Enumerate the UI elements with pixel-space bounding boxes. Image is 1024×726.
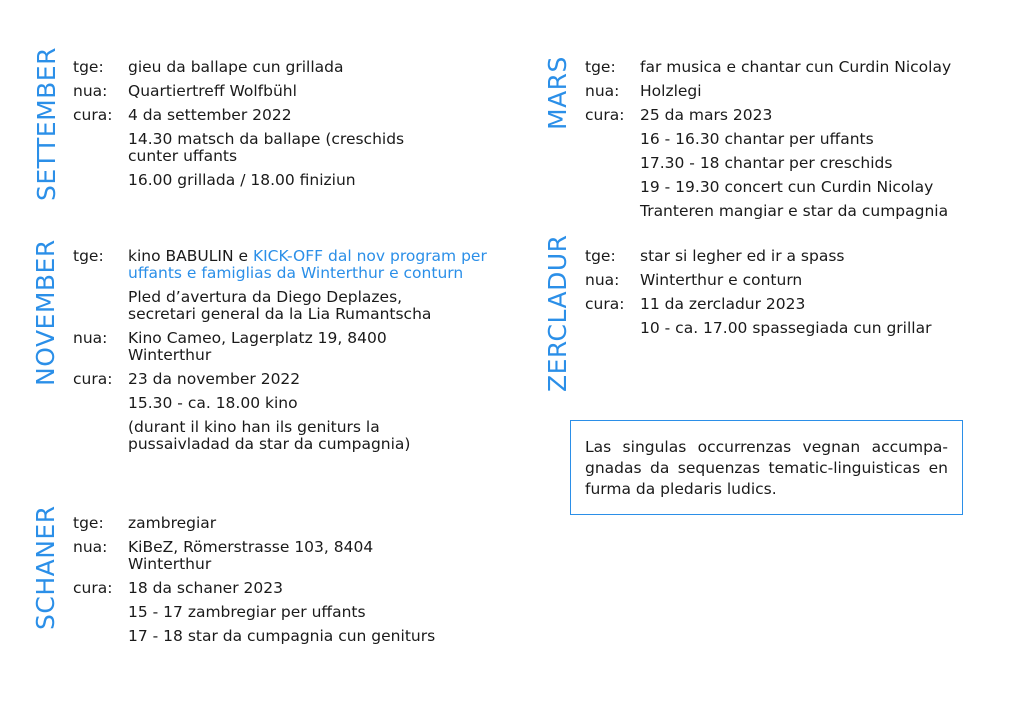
month-label-schaner: SCHANER [31,505,60,630]
schedule-line: 14.30 matsch da ballape (creschids cunter uffants [128,130,405,165]
event-september [73,59,453,196]
where-label: nua: [585,271,620,289]
when-value: 18 da schaner 2023 [128,579,283,597]
when-value: 25 da mars 2023 [640,106,773,124]
schedule-line: (durant il kino han ils geniturs la pussaivladad da star da cumpagnia) [128,418,411,453]
what-label: tge: [585,247,616,265]
what-value: far musica e chantar cun Curdin Nicolay [640,58,952,76]
when-value: 11 da zercladur 2023 [640,295,806,313]
what-label: tge: [585,58,616,76]
event-schaner [73,515,493,652]
month-label-zercladur: ZERCLADUR [543,234,572,392]
where-value: KiBeZ, Römerstrasse 103, 8404 Winterthur [128,538,374,573]
schedule-line: 16.00 grillada / 18.00 finiziun [128,171,356,189]
month-label-mars: MARS [543,56,572,130]
schedule-line: Tranteren mangiar e star da cumpagnia [640,202,949,220]
info-note-box: Las singulas occurrenzas vegnan accumpagnadas da sequenzas tematic-linguisticas en furma da pledaris ludics. [570,420,963,515]
what-label: tge: [73,247,104,265]
when-label: cura: [585,295,625,313]
where-value: Holzlegi [640,82,702,100]
what-value: zambregiar [128,514,217,532]
where-value: Quartiertreff Wolfbühl [128,82,297,100]
where-label: nua: [73,329,108,347]
when-label: cura: [73,579,113,597]
where-label: nua: [73,82,108,100]
schedule-line: 17 - 18 star da cumpagnia cun geniturs [128,627,436,645]
when-label: cura: [73,370,113,388]
schedule-line: 15 - 17 zambregiar per uffants [128,603,366,621]
where-label: nua: [585,82,620,100]
schedule-line: 17.30 - 18 chantar per creschids [640,154,893,172]
when-label: cura: [73,106,113,124]
when-value: 23 da november 2022 [128,370,301,388]
when-label: cura: [585,106,625,124]
event-mars [585,59,1005,227]
what-value: kino BABULIN e [128,247,253,265]
schedule-line: 10 - ca. 17.00 spassegiada cun grillar [640,319,932,337]
what-value: star si legher ed ir a spass [640,247,845,265]
where-label: nua: [73,538,108,556]
month-label-september: SETTEMBER [32,47,61,201]
schedule-line: 19 - 19.30 concert cun Curdin Nicolay [640,178,934,196]
event-november [73,248,503,460]
event-zercladur [585,248,1005,344]
schedule-line: 16 - 16.30 chantar per uffants [640,130,874,148]
schedule-line: 15.30 - ca. 18.00 kino [128,394,298,412]
what-value: gieu da ballape cun grillada [128,58,344,76]
what-label: tge: [73,514,104,532]
what-label: tge: [73,58,104,76]
when-value: 4 da settember 2022 [128,106,292,124]
where-value: Kino Cameo, Lagerplatz 19, 8400 Winterthur [128,329,387,364]
where-value: Winterthur e conturn [640,271,803,289]
opening-speech-note: Pled d’avertura da Diego Deplazes, secretari general da la Lia Rumantscha [128,288,432,323]
kickoff-highlight: KICK-OFF dal nov program per uffants e famiglias da Winterthur e conturn [128,247,487,282]
month-label-november: NOVEMBER [31,239,60,386]
